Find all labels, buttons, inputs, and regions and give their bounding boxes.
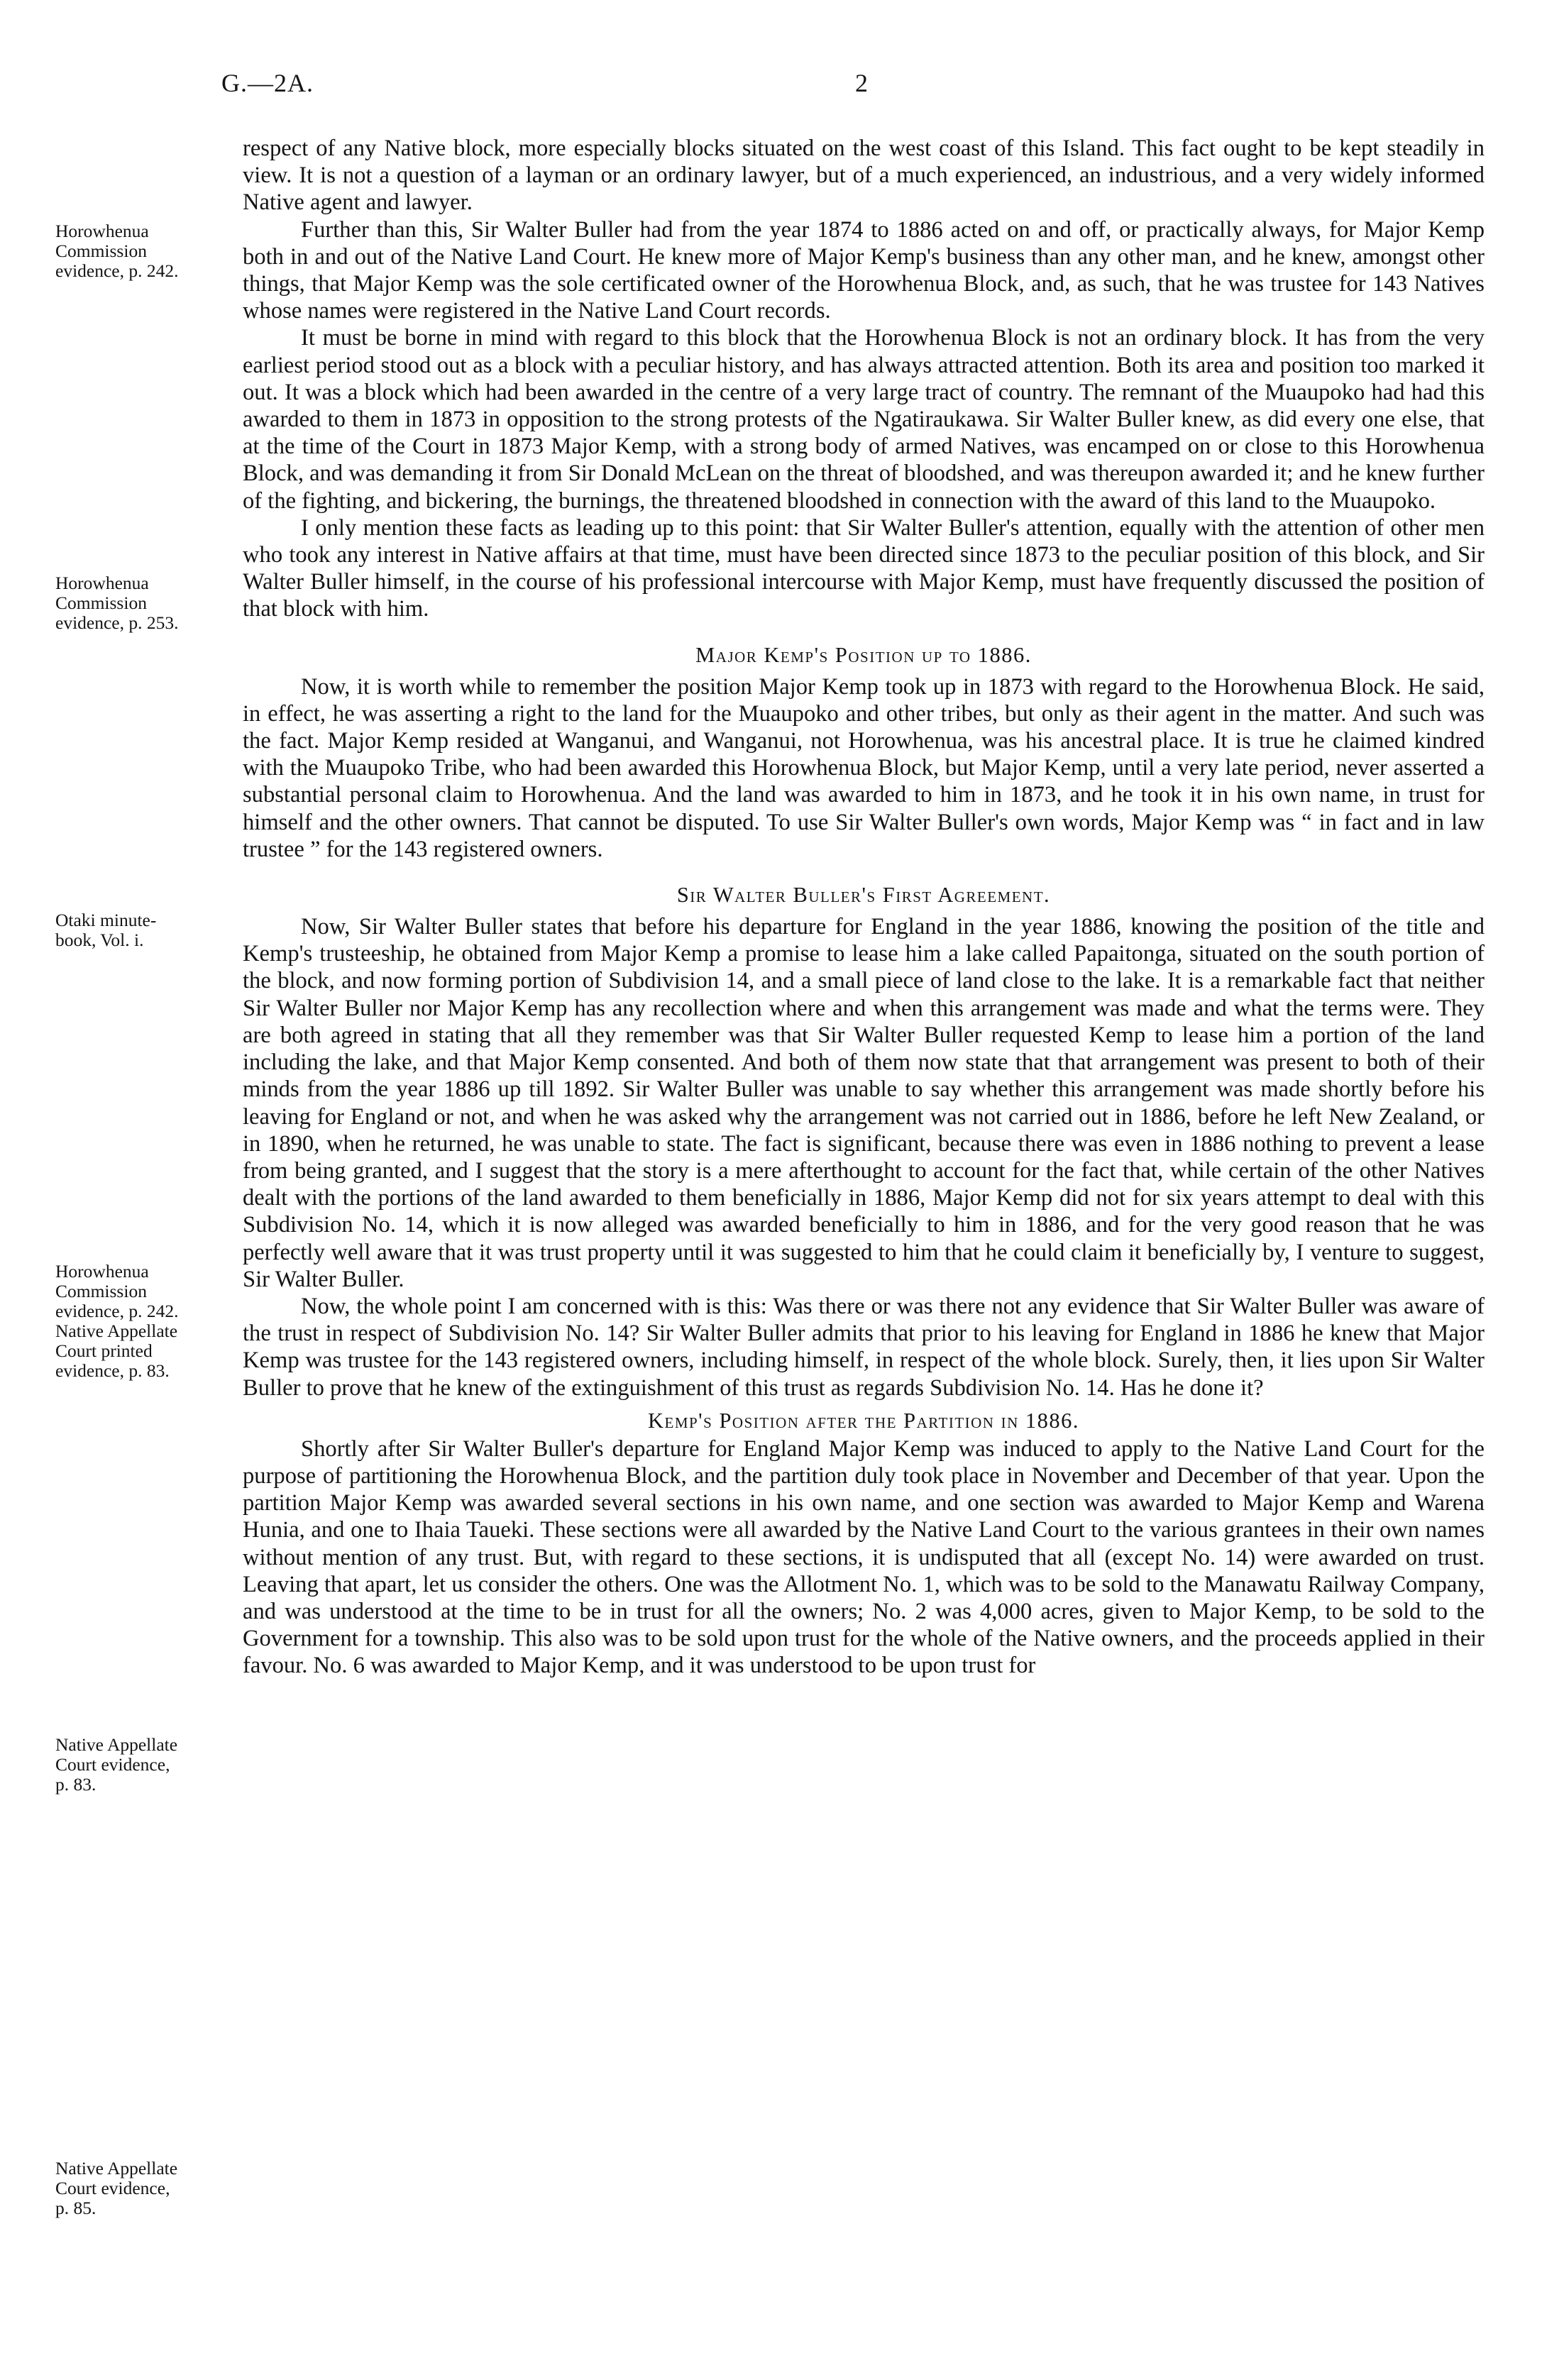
margin-note: Native Appellate Court printed evidence, p. 83.: [55, 1321, 178, 1381]
section-heading: Kemp's Position after the Partition in 1886.: [647, 1408, 1080, 1433]
document-code: G.—2A.: [221, 69, 314, 97]
body-text: [243, 135, 1485, 1680]
margin-note: Horowhenua Commission evidence, p. 242.: [55, 1261, 179, 1321]
paragraph: Now, it is worth while to remember the position Major Kemp took up in 1873 with regard to the Horowhenua Block. He said, in effect, he was asserting a right to the land for the Muaupoko and other tribes, but only as their agent in the matter. And such was the fact. Major Kemp resided at Wanganui, and Wanganui, not Horowhenua, was his ancestral place. It is true he claimed kindred with the Muaupoko Tribe, who had been awarded this Horowhenua Block, but Major Kemp, until a very late period, never asserted a substantial personal claim to Horowhenua. And the land was awarded to him in 1873, and he took it in his own name, in trust for himself and the other owners. That cannot be disputed. To use Sir Walter Buller's own words, Major Kemp was “ in fact and in law trustee ” for the 143 registered owners.: [243, 673, 1485, 862]
margin-note: Native Appellate Court evidence, p. 85.: [55, 2158, 178, 2218]
page-header: [0, 68, 1542, 104]
page-number: 2: [855, 69, 868, 97]
paragraph: Now, the whole point I am concerned with is this: Was there or was there not any evidence that Sir Walter Buller was aware of the trust in respect of Subdivision No. 14? Sir Walter Buller admits that prior to his leaving for England in 1886 he knew that Major Kemp was trustee for the 143 registered owners, including himself, in respect of the whole block. Surely, then, it lies upon Sir Walter Buller to prove that he knew of the extinguishment of this trust as regards Subdivision No. 14. Has he done it?: [243, 1293, 1485, 1401]
paragraph: respect of any Native block, more especially blocks situated on the west coast of this Island. This fact ought to be kept steadily in view. It is not a question of a layman or an ordinary lawyer, but of a much experienced, an industrious, and a very widely informed Native agent and lawyer.: [243, 136, 1485, 216]
margin-note: Horowhenua Commission evidence, p. 253.: [55, 573, 179, 633]
paragraph: Further than this, Sir Walter Buller had from the year 1874 to 1886 acted on and off, or practically always, for Major Kemp both in and out of the Native Land Court. He knew more of Major Kemp's business than any other man, and he knew, amongst other things, that Major Kemp was the sole certificated owner of the Horowhenua Block, and, as such, that he was trustee for 143 Natives whose names were registered in the Native Land Court records.: [243, 216, 1485, 324]
margin-note: Otaki minute- book, Vol. i.: [55, 910, 157, 950]
margin-note: Horowhenua Commission evidence, p. 242.: [55, 221, 179, 281]
paragraph: It must be borne in mind with regard to this block that the Horowhenua Block is not an ordinary block. It has from the very earliest period stood out as a block with a peculiar history, and has always attracted attention. Both its area and position too marked it out. It was a block which had been awarded in the centre of a very large tract of country. The remnant of the Muaupoko had had this awarded to them in 1873 in opposition to the strong protests of the Ngatiraukawa. Sir Walter Buller knew, as did every one else, that at the time of the Court in 1873 Major Kemp, with a strong body of armed Natives, was encamped on or close to this Horowhenua Block, and was demanding it from Sir Donald McLean on the threat of bloodshed, and was thereupon awarded it; and he knew further of the fighting, and bickering, the burnings, the threatened bloodshed in connection with the award of this land to the Muaupoko.: [243, 325, 1485, 514]
section-heading: Sir Walter Buller's First Agreement.: [676, 883, 1051, 908]
section-heading: Major Kemp's Position up to 1886.: [695, 642, 1032, 667]
paragraph: Now, Sir Walter Buller states that before his departure for England in the year 1886, knowing the position of the title and Kemp's trusteeship, he obtained from Major Kemp a promise to lease him a lake called Papaitonga, situated on the south portion of the block, and now forming portion of Subdivision 14, and a small piece of land close to the lake. It is a remarkable fact that neither Sir Walter Buller nor Major Kemp has any recollection where and when this arrangement was made and what the terms were. They are both agreed in stating that all they remember was that Sir Walter Buller requested Kemp to lease him a portion of the land including the lake, and that Major Kemp consented. And both of them now state that that arrangement was present to both of their minds from the year 1886 up till 1892. Sir Walter Buller was unable to say whether this arrangement was made shortly before his leaving for England or not, and when he was asked why the arrangement was not carried out in 1886, before he left New Zealand, or in 1890, when he returned, he was unable to state. The fact is significant, because there was even in 1886 nothing to prevent a lease from being granted, and I suggest that the story is a mere afterthought to account for the fact that, while certain of the other Natives dealt with the portions of the land awarded to them beneficially in 1886, Major Kemp did not for six years attempt to deal with this Subdivision No. 14, which it is now alleged was awarded beneficially to him in 1886, and for the very good reason that he was perfectly well aware that it was trust property until it was suggested to him that he could claim it beneficially by, I venture to suggest, Sir Walter Buller.: [243, 914, 1485, 1292]
paragraph: Shortly after Sir Walter Buller's departure for England Major Kemp was induced to apply to the Native Land Court for the purpose of partitioning the Horowhenua Block, and the partition duly took place in November and December of that year. Upon the partition Major Kemp was awarded several sections in his own name, and one section was awarded to Major Kemp and Warena Hunia, and one to Ihaia Taueki. These sections were all awarded by the Native Land Court to the various grantees in their own names without mention of any trust. But, with regard to these sections, it is undisputed that all (except No. 14) were awarded on trust. Leaving that apart, let us consider the others. One was the Allotment No. 1, which was to be sold to the Manawatu Railway Company, and was understood at the time to be in trust for all the owners; No. 2 was 4,000 acres, given to Major Kemp, to be sold to the Government for a township. This also was to be sold upon trust for the whole of the Native owners, and the proceeds applied in their favour. No. 6 was awarded to Major Kemp, and it was understood to be upon trust for: [243, 1436, 1485, 1679]
margin-note: Native Appellate Court evidence, p. 83.: [55, 1734, 178, 1795]
paragraph: I only mention these facts as leading up to this point: that Sir Walter Buller's attention, equally with the attention of other men who took any interest in Native affairs at that time, must have been directed since 1873 to the peculiar position of this block, and Sir Walter Buller himself, in the course of his professional intercourse with Major Kemp, must have frequently discussed the position of that block with him.: [243, 514, 1485, 622]
